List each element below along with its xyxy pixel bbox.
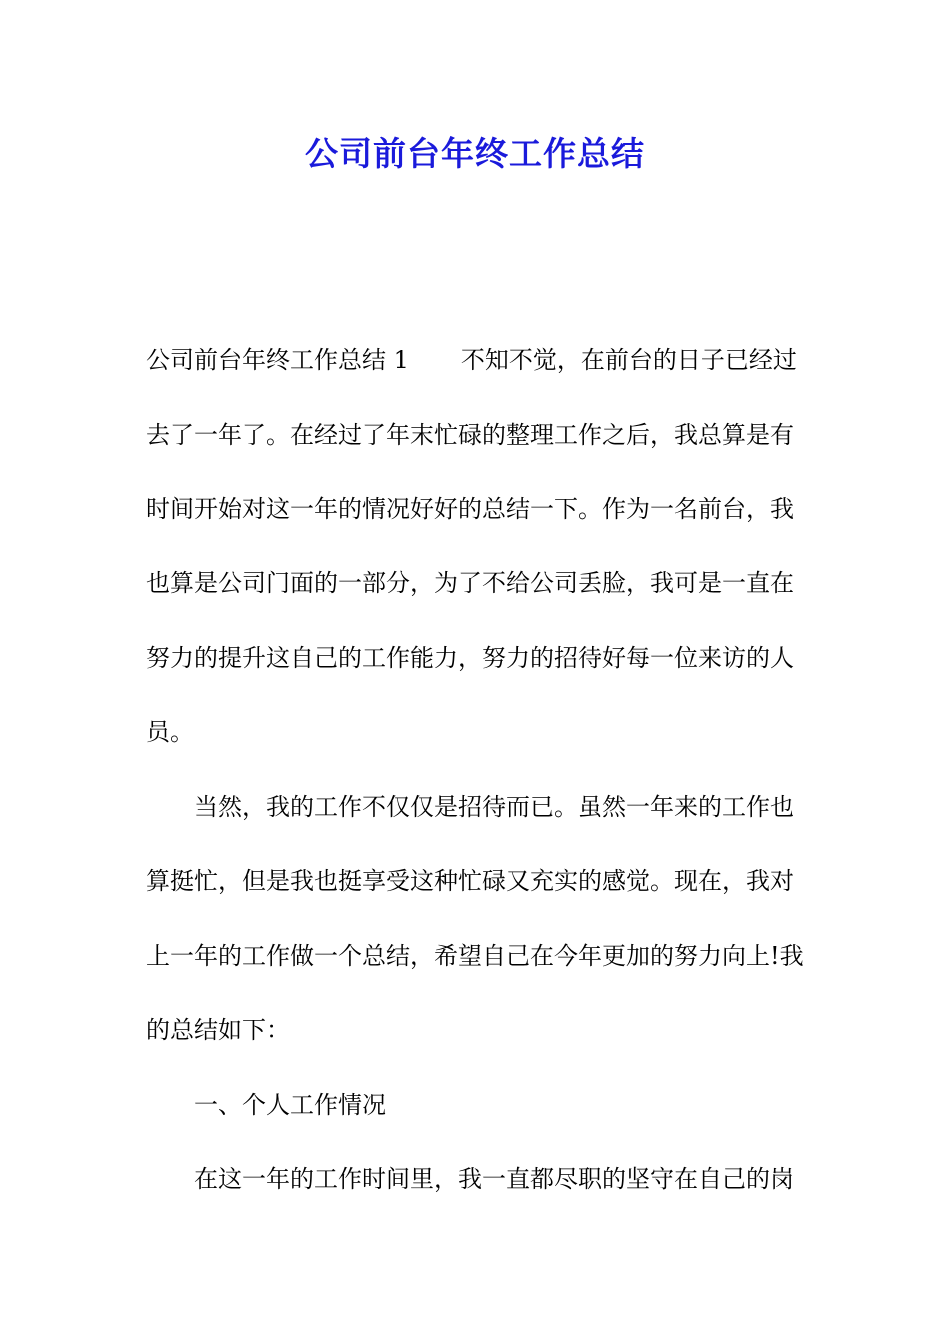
paragraph-line: [146, 345, 806, 375]
paragraph-text: 不知不觉，在前台的日子已经过: [460, 346, 797, 374]
paragraph-line: 时间开始对这一年的情况好好的总结一下。作为一名前台，我: [146, 495, 794, 523]
paragraph-line: 算挺忙，但是我也挺享受这种忙碌又充实的感觉。现在，我对: [146, 867, 794, 895]
paragraph-line: 也算是公司门面的一部分，为了不给公司丢脸，我可是一直在: [146, 569, 794, 597]
document-title: 公司前台年终工作总结: [305, 134, 645, 173]
paragraph-line: 上一年的工作做一个总结，希望自己在今年更加的努力向上!我: [146, 942, 804, 970]
paragraph-line: 在这一年的工作时间里，我一直都尽职的坚守在自己的岗: [194, 1165, 794, 1193]
section-heading-inline: 公司前台年终工作总结 1: [146, 346, 409, 374]
paragraph-line: 努力的提升这自己的工作能力，努力的招待好每一位来访的人: [146, 644, 794, 672]
paragraph-line: 当然，我的工作不仅仅是招待而已。虽然一年来的工作也: [194, 793, 794, 821]
paragraph-line: 的总结如下：: [146, 1016, 290, 1044]
section-heading: 一、个人工作情况: [194, 1091, 386, 1119]
paragraph-line: 员。: [146, 718, 194, 746]
paragraph-line: 去了一年了。在经过了年末忙碌的整理工作之后，我总算是有: [146, 421, 794, 449]
